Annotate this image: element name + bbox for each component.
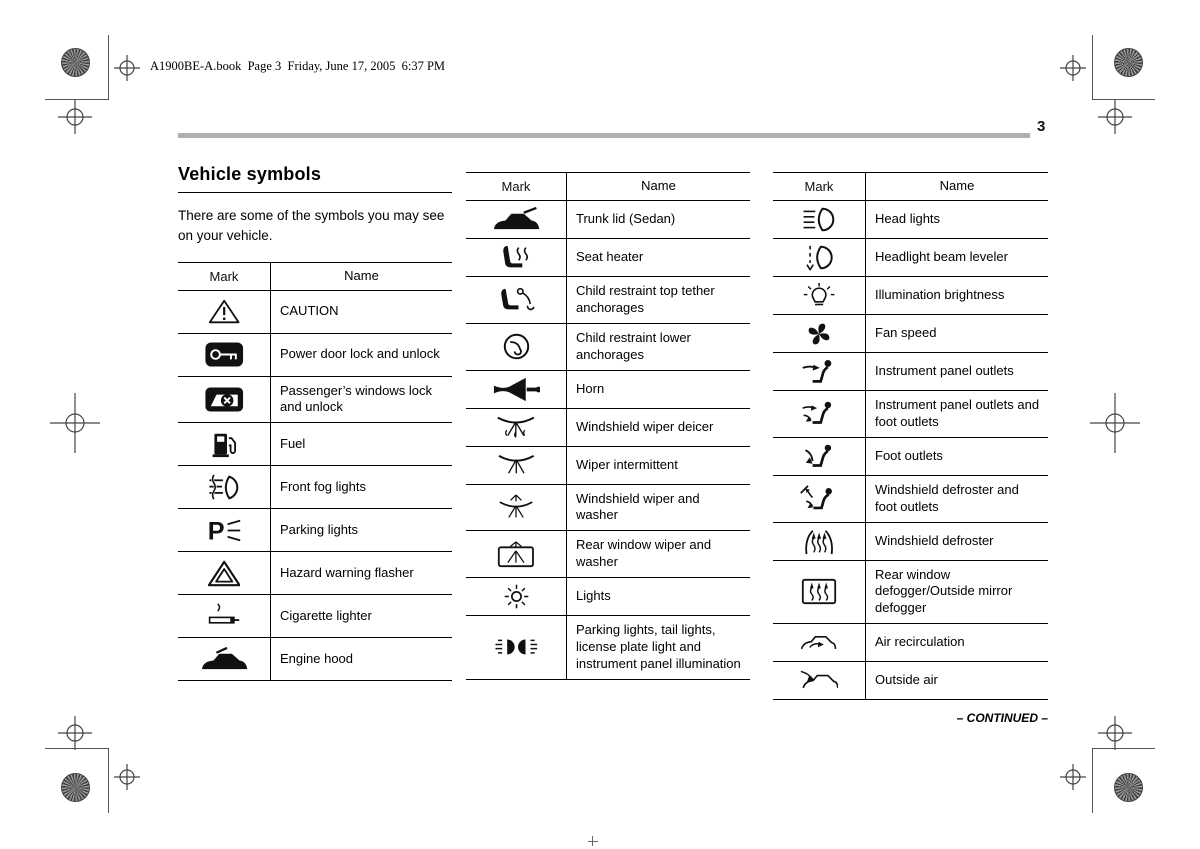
table-row <box>773 523 1048 561</box>
middle-column <box>466 172 750 680</box>
symbol-name: Windshield defroster <box>875 532 994 548</box>
continued-label: – CONTINUED – <box>956 711 1048 725</box>
foot-outlet-icon <box>773 438 866 475</box>
window-lock-icon <box>178 377 271 423</box>
crop-mark <box>108 35 109 100</box>
symbol-name: Instrument panel outlets and foot outlets <box>875 397 1040 429</box>
symbol-name: Child restraint top tether anchorages <box>576 283 715 315</box>
table-row <box>773 391 1048 438</box>
head-lights-icon <box>773 201 866 238</box>
table-row <box>466 371 750 409</box>
symbol-name: Headlight beam leveler <box>875 249 1008 265</box>
hazard-icon <box>178 552 271 594</box>
symbol-name: Parking lights <box>280 521 359 537</box>
table-row <box>466 485 750 532</box>
rear-defogger-icon <box>773 561 866 624</box>
symbol-name: Parking lights, tail lights, license plate light and instrument panel illumination <box>576 622 741 671</box>
symbol-name: Head lights <box>875 211 941 227</box>
symbol-name: Instrument panel outlets <box>875 363 1014 379</box>
crop-mark <box>588 841 598 842</box>
table-row <box>773 353 1048 391</box>
table-row <box>466 324 750 371</box>
table-row <box>466 531 750 578</box>
top-rule <box>178 133 1030 138</box>
right-column <box>773 172 1048 700</box>
symbol-name: Windshield wiper deicer <box>576 418 714 434</box>
panel-foot-outlet-icon <box>773 391 866 437</box>
crop-mark <box>45 748 108 749</box>
table-row <box>178 423 452 466</box>
symbols-table-1 <box>178 262 452 682</box>
column-header-mark: Mark <box>466 173 567 200</box>
outside-air-icon <box>773 662 866 699</box>
child-lower-anchor-icon <box>466 324 567 370</box>
lights-icon <box>466 578 567 615</box>
wiper-intermittent-icon <box>466 447 567 484</box>
front-fog-icon <box>178 466 271 508</box>
door-lock-icon <box>178 334 271 376</box>
table-row <box>773 201 1048 239</box>
column-header-name: Name <box>344 267 379 283</box>
table-header-row <box>466 173 750 201</box>
wiper-washer-icon <box>466 485 567 531</box>
page-number: 3 <box>1037 118 1046 135</box>
symbol-name: Rear window defogger/Outside mirror defogger <box>875 566 1013 616</box>
registration-starburst-icon <box>61 773 90 802</box>
rear-wiper-washer-icon <box>466 531 567 577</box>
table-row <box>178 466 452 509</box>
left-column <box>178 164 452 681</box>
svg-text:P: P <box>207 517 225 544</box>
crop-mark <box>1092 748 1093 813</box>
trunk-lid-icon <box>466 201 567 238</box>
symbols-table-3 <box>773 172 1048 700</box>
registration-cross-icon <box>58 100 92 134</box>
symbol-name: Power door lock and unlock <box>280 346 440 362</box>
table-row <box>178 638 452 681</box>
symbol-name: Wiper intermittent <box>576 456 678 472</box>
registration-cross-icon <box>50 393 100 453</box>
table-row <box>773 277 1048 315</box>
registration-starburst-icon <box>61 48 90 77</box>
table-row <box>773 239 1048 277</box>
caution-icon <box>178 291 271 333</box>
windshield-defroster-icon <box>773 523 866 560</box>
symbol-name: Lights <box>576 588 611 604</box>
table-row <box>178 509 452 552</box>
symbol-name: Fan speed <box>875 325 937 341</box>
crop-mark <box>1092 748 1155 749</box>
registration-cross-icon <box>1098 100 1132 134</box>
defrost-foot-icon <box>773 476 866 522</box>
page-title: Vehicle symbols <box>178 164 322 184</box>
registration-starburst-icon <box>1114 773 1143 802</box>
title-rule <box>178 192 452 193</box>
symbol-name: Horn <box>576 380 605 396</box>
print-header: A1900BE-A.book Page 3 Friday, June 17, 2005 6:37 PM <box>150 59 446 73</box>
parking-lights-icon <box>178 509 271 551</box>
cigarette-lighter-icon <box>178 595 271 637</box>
intro-text: There are some of the symbols you may see on your vehicle. <box>178 208 445 244</box>
fuel-icon <box>178 423 271 465</box>
symbol-name: Engine hood <box>280 650 354 666</box>
table-row <box>178 291 452 334</box>
engine-hood-icon <box>178 638 271 680</box>
table-header-row <box>773 173 1048 201</box>
illumination-brightness-icon <box>773 277 866 314</box>
child-tether-icon <box>466 277 567 323</box>
seat-heater-icon <box>466 239 567 276</box>
registration-starburst-icon <box>1114 48 1143 77</box>
registration-cross-icon <box>58 716 92 750</box>
table-row <box>178 334 452 377</box>
symbol-name: Windshield wiper and washer <box>576 490 700 523</box>
column-header-mark: Mark <box>773 173 866 200</box>
table-row <box>773 438 1048 476</box>
wiper-deicer-icon <box>466 409 567 446</box>
fan-icon <box>773 315 866 352</box>
table-row <box>466 409 750 447</box>
table-row <box>466 447 750 485</box>
table-row <box>466 239 750 277</box>
column-header-name: Name <box>939 178 975 194</box>
horn-icon <box>466 371 567 408</box>
beam-leveler-icon <box>773 239 866 276</box>
table-row <box>773 662 1048 700</box>
table-row <box>466 616 750 680</box>
table-row <box>773 624 1048 662</box>
symbol-name: Hazard warning flasher <box>280 564 414 580</box>
table-row <box>466 201 750 239</box>
panel-outlet-icon <box>773 353 866 390</box>
symbol-name: Seat heater <box>576 249 644 265</box>
symbol-name: Cigarette lighter <box>280 607 372 623</box>
registration-cross-icon <box>1060 55 1086 81</box>
registration-cross-icon <box>114 764 140 790</box>
symbol-name: Child restraint lower anchorages <box>576 329 691 362</box>
column-header-name: Name <box>641 178 676 194</box>
crop-mark <box>1092 35 1093 100</box>
table-row <box>178 595 452 638</box>
table-row <box>178 377 452 424</box>
symbol-name: Rear window wiper and washer <box>576 537 712 570</box>
recirculation-icon <box>773 624 866 661</box>
symbol-name: Passenger’s windows lock and unlock <box>280 382 432 415</box>
table-header-row <box>178 263 452 291</box>
table-row <box>773 561 1048 625</box>
registration-cross-icon <box>1090 393 1140 453</box>
panel-illumination-icon <box>466 616 567 679</box>
symbol-name: Trunk lid (Sedan) <box>576 211 676 227</box>
symbol-name: CAUTION <box>280 303 339 319</box>
crop-mark <box>108 748 109 813</box>
column-header-mark: Mark <box>178 263 271 290</box>
table-row <box>466 578 750 616</box>
symbol-name: Outside air <box>875 672 938 688</box>
table-row <box>466 277 750 324</box>
symbol-name: Front fog lights <box>280 478 366 494</box>
registration-cross-icon <box>1060 764 1086 790</box>
symbol-name: Foot outlets <box>875 447 943 463</box>
symbol-name: Fuel <box>280 435 306 451</box>
symbols-table-2 <box>466 172 750 680</box>
table-row <box>178 552 452 595</box>
registration-cross-icon <box>114 55 140 81</box>
symbol-name: Air recirculation <box>875 634 965 650</box>
symbol-name: Illumination brightness <box>875 287 1005 303</box>
table-row <box>773 315 1048 353</box>
registration-cross-icon <box>1098 716 1132 750</box>
symbol-name: Windshield defroster and foot outlets <box>875 481 1019 514</box>
table-row <box>773 476 1048 523</box>
